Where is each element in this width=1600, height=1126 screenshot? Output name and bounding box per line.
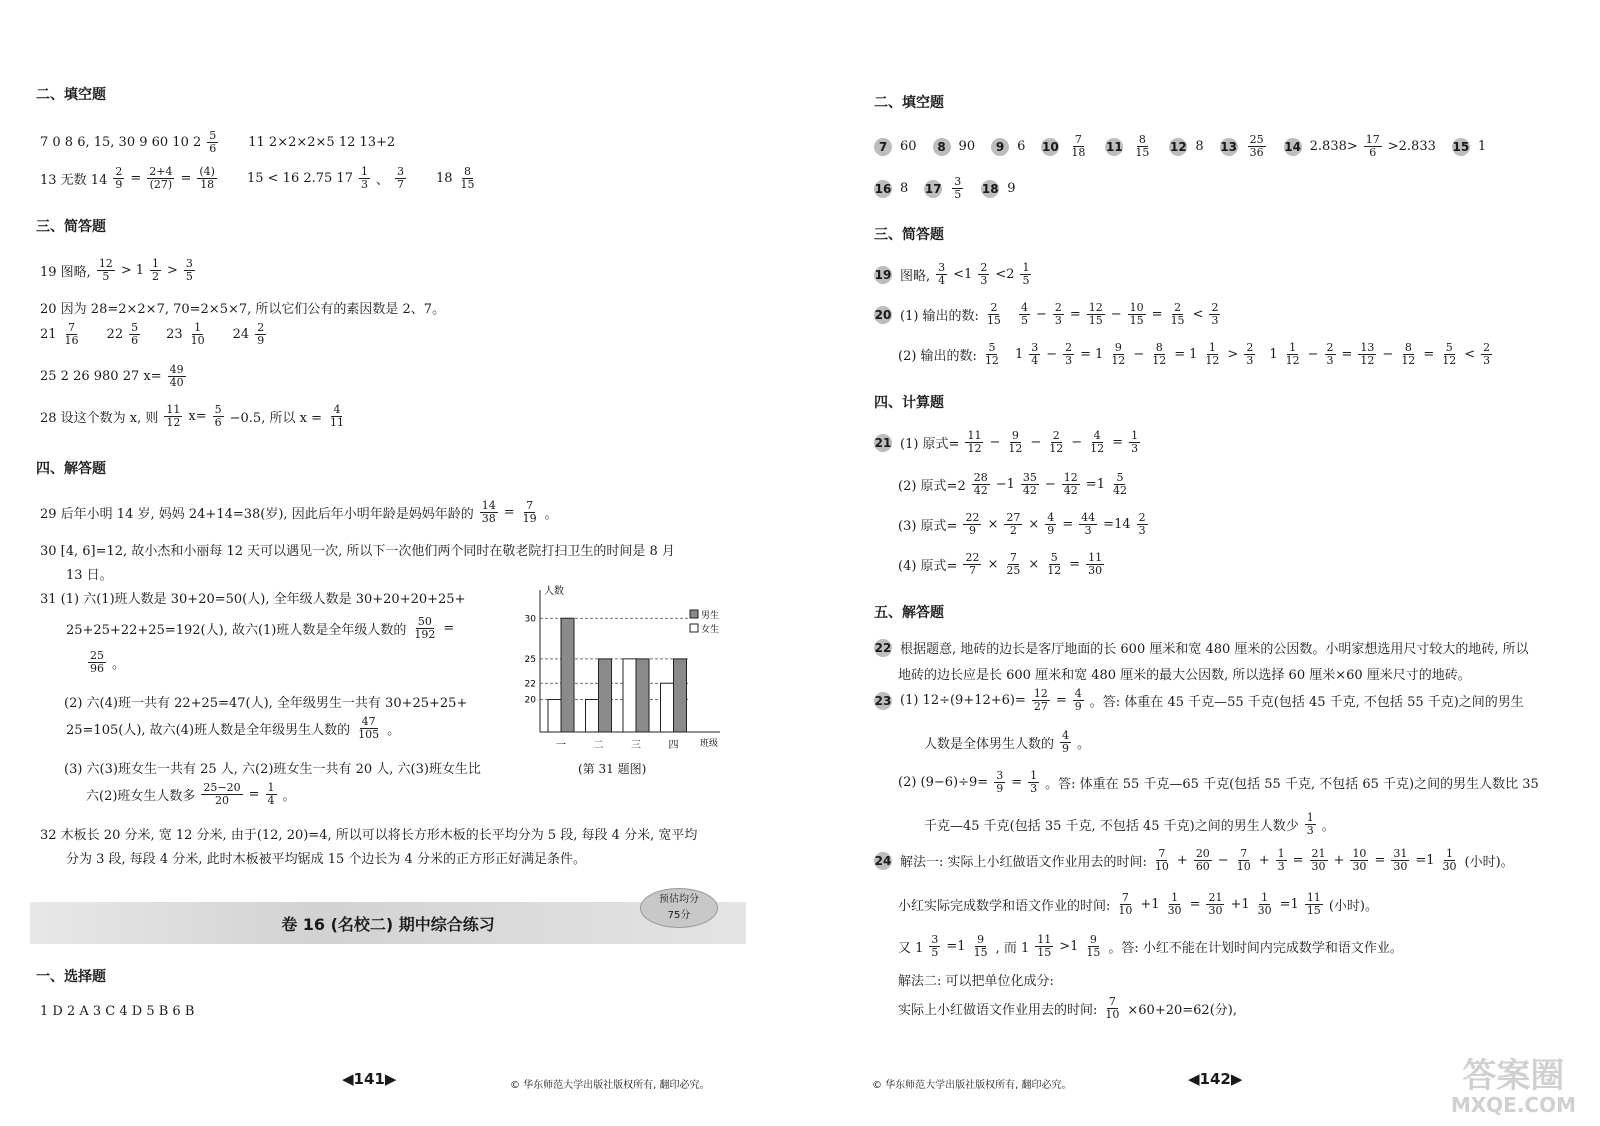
short-answer-section-title-right: 三、简答题	[874, 227, 944, 243]
y-tick-label: 22	[524, 679, 536, 690]
questions-21-24: 21 $\frac{7}{16}$ 22 $\frac{5}{6}$ 23 $\frac{1}{10}$ 24 $\frac{2}{9}$	[40, 321, 265, 347]
fraction: $\frac{47}{105}$	[358, 715, 380, 741]
solve-section-title-right: 五、解答题	[874, 605, 944, 621]
page-number-left: ◀141▶	[342, 1070, 397, 1088]
legend-label: 男生	[701, 611, 720, 621]
question-20-1: 20 (1) 输出的数: $\frac{2}{15}$ $\frac{4}{5}$ − $\frac{2}{3}$ = $\frac{12}{15}$ − $\frac{10}{15}$ = $\frac{2}{15}$ < $\frac{2}{3}$	[874, 301, 1219, 327]
question-31-line5: (3) 六(3)班女生一共有 25 人, 六(2)班女生一共有 20 人, 六(3)班女生比	[64, 762, 481, 777]
question-30-line2: 13 日。	[66, 568, 113, 583]
row-13-18: 13 无数 14 $\frac{2}{9}$ = $\frac{2+4}{(27)}$ = $\frac{(4)}{18}$ 15 < 16 2.75 17 $\frac{1}{3}$ 、 $\frac{3}{7}$ 18 $\frac{8}{15}$	[40, 165, 475, 191]
question-24-line1: 24 解法一: 实际上小红做语文作业用去的时间: $\frac{7}{10}$ + $\frac{20}{60}$ − $\frac{7}{10}$ + $\frac{1}{3}$ = $\frac{21}{30}$ + $\frac{10}{30}$ = $\frac{31}{30}$ =1 $\frac{1}{30}$ (小时)。	[874, 847, 1514, 873]
question-24-line5: 实际上小红做语文作业用去的时间: $\frac{7}{10}$ ×60+20=62(分),	[898, 995, 1237, 1021]
left-page	[0, 0, 790, 1126]
fraction: $\frac{1}{2}$	[152, 257, 159, 283]
fraction: $\frac{5}{6}$	[214, 403, 222, 429]
question-20-2: (2) 输出的数: $\frac{5}{12}$ 1 $\frac{3}{4}$ − $\frac{2}{3}$ = 1 $\frac{9}{12}$ − $\frac{8}{12}$ = 1 $\frac{1}{12}$ > $\frac{2}{3}$ 1 $\frac{1}{12}$ − $\frac{2}{3}$ = $\frac{13}{12}$ − $\frac{8}{12}$ = $\frac{5}{12}$ < $\frac{2}{3}$	[898, 341, 1491, 367]
question-31-line1: 31 (1) 六(1)班人数是 30+20=50(人), 全年级人数是 30+20+20+25+	[40, 592, 466, 607]
bar-female	[548, 700, 561, 733]
fraction: $\frac{2}{9}$	[115, 165, 123, 191]
row-7-12	[40, 130, 395, 155]
question-30-line1: 30 [4, 6]=12, 故小杰和小丽每 12 天可以遇见一次, 所以下一次他们两个同时在敬老院打扫卫生的时间是 8 月	[40, 544, 675, 559]
question-31-line2b: $\frac{25}{96}$ 。	[90, 649, 126, 675]
watermark-logo: 答案圈 MXQE.COM	[1450, 1056, 1576, 1117]
y-axis-label: 人数	[544, 586, 564, 597]
fraction: $\frac{25-20}{20}$	[203, 781, 241, 807]
exam-title: 卷 16 (名校二) 期中综合练习	[281, 915, 495, 934]
fraction: $\frac{1}{3}$	[360, 165, 368, 191]
question-22-line1: 22 根据题意, 地砖的边长是客厅地面的长 600 厘米和宽 480 厘米的公因数。小明家想选用尺寸较大的地砖, 所以	[874, 640, 1529, 657]
badge-value: 75分	[667, 910, 691, 921]
question-31-line4: 25=105(人), 故六(4)班人数是全年级男生人数的 $\frac{47}{105}$ 。	[66, 715, 401, 741]
x-axis-label: 班级	[700, 739, 719, 749]
row-7-text: 7 0 8 6, 15, 30 9 60 10 2	[40, 135, 202, 150]
question-21-4: (4) 原式= $\frac{22}{7}$ × $\frac{7}{25}$ × $\frac{5}{12}$ = $\frac{11}{30}$	[898, 551, 1103, 577]
question-31-line3: (2) 六(4)班一共有 22+25=47(人), 全年级男生一共有 30+25+25+	[64, 696, 468, 711]
question-23-line4: 千克—45 千克(包括 35 千克, 不包括 45 千克)之间的男生人数少 $\frac{1}{3}$ 。	[924, 811, 1335, 837]
fraction: $\frac{5}{6}$	[131, 321, 139, 347]
choice-answers: 1 D 2 A 3 C 4 D 5 B 6 B	[40, 1004, 195, 1019]
fraction: $\frac{7}{19}$	[522, 499, 537, 525]
badge-label: 预估均分	[659, 894, 699, 905]
x-tick-label: 一	[556, 740, 566, 751]
question-21-2: (2) 原式=2 $\frac{28}{42}$ −1 $\frac{35}{42}$ − $\frac{12}{42}$ =1 $\frac{5}{42}$	[898, 471, 1127, 497]
question-19-right: 19 图略, $\frac{3}{4}$ <1 $\frac{2}{3}$ <2 $\frac{1}{5}$	[874, 261, 1030, 287]
bar-male	[674, 659, 687, 732]
page-number-right: ◀142▶	[1188, 1070, 1243, 1088]
fraction: $\frac{4}{11}$	[329, 403, 344, 429]
fraction: $\frac{1}{10}$	[190, 321, 205, 347]
row-15-text: 15 < 16 2.75 17	[246, 171, 353, 186]
fraction: $\frac{7}{16}$	[64, 321, 79, 347]
question-20: 20 因为 28=2×2×7, 70=2×5×7, 所以它们公有的素因数是 2、7。	[40, 302, 446, 317]
bar-female	[586, 700, 599, 733]
fraction: $\frac{14}{38}$	[481, 499, 496, 525]
fraction: $\frac{3}{7}$	[397, 165, 404, 191]
legend-label: 女生	[701, 625, 720, 635]
row-11-text: 11 2×2×2×5 12 13+2	[248, 135, 396, 150]
fraction: $\frac{12}{5}$	[98, 257, 113, 283]
y-tick-label: 25	[524, 654, 536, 665]
row-7-15-right: 7 60 8 90 9 6 10 $\frac{7}{18}$ 11 $\frac{8}{15}$ 12 8 13 $\frac{25}{36}$ 14 2.838> $\frac{17}{6}$ >2.833 15 1	[874, 134, 1486, 159]
question-21-1: 21 (1) 原式= $\frac{11}{12}$ − $\frac{9}{12}$ − $\frac{2}{12}$ − $\frac{4}{12}$ = $\frac{1}{3}$	[874, 429, 1139, 455]
choice-section-title: 一、选择题	[36, 969, 106, 985]
fraction: $\frac{5}{6}$	[209, 129, 217, 155]
question-29: 29 后年小明 14 岁, 妈妈 24+14=38(岁), 因此后年小明年龄是妈妈年龄的 $\frac{14}{38}$ = $\frac{7}{19}$ 。	[40, 499, 558, 525]
bar-male	[636, 659, 649, 732]
x-tick-label: 四	[668, 740, 679, 751]
question-19: 19 图略, $\frac{12}{5}$ > 1 $\frac{1}{2}$ > $\frac{3}{5}$	[40, 257, 193, 283]
fraction: $\frac{8}{15}$	[460, 165, 475, 191]
fill-section-title-right: 二、填空题	[874, 95, 944, 111]
question-32-line2: 分为 3 段, 每段 4 分米, 此时木板被平均锯成 15 个边长为 4 分米的正方形正好满足条件。	[66, 852, 586, 867]
bar-female	[661, 683, 674, 732]
question-28: 28 设这个数为 x, 则 $\frac{11}{12}$ x= $\frac{5}{6}$ −0.5, 所以 x = $\frac{4}{11}$	[40, 403, 344, 429]
copyright-left: © 华东师范大学出版社版权所有, 翻印必究。	[510, 1080, 710, 1091]
bar-male	[599, 659, 612, 732]
chart-caption: (第 31 题图)	[578, 762, 647, 776]
right-page	[800, 0, 1600, 1126]
y-tick-label: 30	[524, 614, 536, 625]
x-tick-label: 二	[593, 740, 604, 751]
fraction: $\frac{1}{4}$	[267, 781, 275, 807]
y-tick-label: 20	[524, 695, 536, 706]
questions-25-27: 25 2 26 980 27 x= $\frac{49}{40}$	[40, 363, 184, 389]
question-32-line1: 32 木板长 20 分米, 宽 12 分米, 由于(12, 20)=4, 所以可以将长方形木板的长平均分为 5 段, 每段 4 分米, 宽平均	[40, 828, 698, 843]
fraction: $\frac{50}{192}$	[414, 615, 436, 641]
fraction: $\frac{2}{9}$	[257, 321, 265, 347]
question-24-line4: 解法二: 可以把单位化成分:	[898, 974, 1054, 989]
question-23-line1: 23 (1) 12÷(9+12+6)= $\frac{12}{27}$ = $\frac{4}{9}$ 。答: 体重在 45 千克—55 千克(包括 45 千克, 不包括 55 千克)之间的男生	[874, 687, 1524, 713]
fraction: $\frac{3}{5}$	[185, 257, 193, 283]
fill-section-title: 二、填空题	[36, 87, 106, 103]
question-21-3: (3) 原式= $\frac{22}{9}$ × $\frac{27}{2}$ × $\frac{4}{9}$ = $\frac{44}{3}$ =14 $\frac{2}{3}$	[898, 511, 1146, 537]
score-badge	[640, 888, 718, 928]
question-24-line2: 小红实际完成数学和语文作业的时间: $\frac{7}{10}$ +1 $\frac{1}{30}$ = $\frac{21}{30}$ +1 $\frac{1}{30}$ =1 $\frac{11}{15}$ (小时)。	[898, 891, 1378, 917]
question-24-line3: 又 1 $\frac{3}{5}$ =1 $\frac{9}{15}$ , 而 1 $\frac{11}{15}$ >1 $\frac{9}{15}$ 。答: 小红不能在计划时间内完成数学和语文作业。	[898, 933, 1403, 959]
copyright-right: © 华东师范大学出版社版权所有, 翻印必究。	[872, 1080, 1072, 1091]
fraction: $\frac{(4)}{18}$	[199, 165, 215, 191]
question-number-7: 7	[874, 138, 892, 156]
bar-male	[561, 618, 574, 732]
question-22-line2: 地砖的边长应是长 600 厘米和宽 480 厘米的最大公因数, 所以选择 60 厘米×60 厘米尺寸的地砖。	[898, 668, 1471, 683]
row-13-text: 13 无数 14	[40, 173, 108, 188]
row-18-label: 18	[436, 171, 453, 186]
fraction: $\frac{2+4}{(27)}$	[149, 165, 173, 191]
bar-female	[623, 659, 636, 732]
fraction: $\frac{11}{12}$	[166, 403, 181, 429]
question-31-line6: 六(2)班女生人数多 $\frac{25-20}{20}$ = $\frac{1}{4}$ 。	[86, 781, 296, 807]
solve-section-title: 四、解答题	[36, 461, 106, 477]
short-answer-section-title: 三、简答题	[36, 219, 106, 235]
question-23-line2: 人数是全体男生人数的 $\frac{4}{9}$ 。	[924, 729, 1091, 755]
x-tick-label: 三	[631, 740, 641, 751]
question-23-line3: (2) (9−6)÷9= $\frac{3}{9}$ = $\frac{1}{3}$ 。答: 体重在 55 千克—65 千克(包括 55 千克, 不包括 65 千克)之间的男生人数比 35	[898, 769, 1539, 795]
legend-swatch	[690, 610, 698, 618]
question-31-line2: 25+25+22+25=192(人), 故六(1)班人数是全年级人数的 $\frac{50}{192}$ =	[66, 615, 455, 641]
question-31-bar-chart	[510, 582, 740, 782]
fraction: $\frac{49}{40}$	[169, 363, 184, 389]
calc-section-title: 四、计算题	[874, 395, 944, 411]
fraction: $\frac{25}{96}$	[90, 649, 104, 675]
row-16-18-right: 16 8 17 $\frac{3}{5}$ 18 9	[874, 175, 1016, 201]
legend-swatch	[690, 624, 698, 632]
exam-banner	[30, 894, 746, 944]
